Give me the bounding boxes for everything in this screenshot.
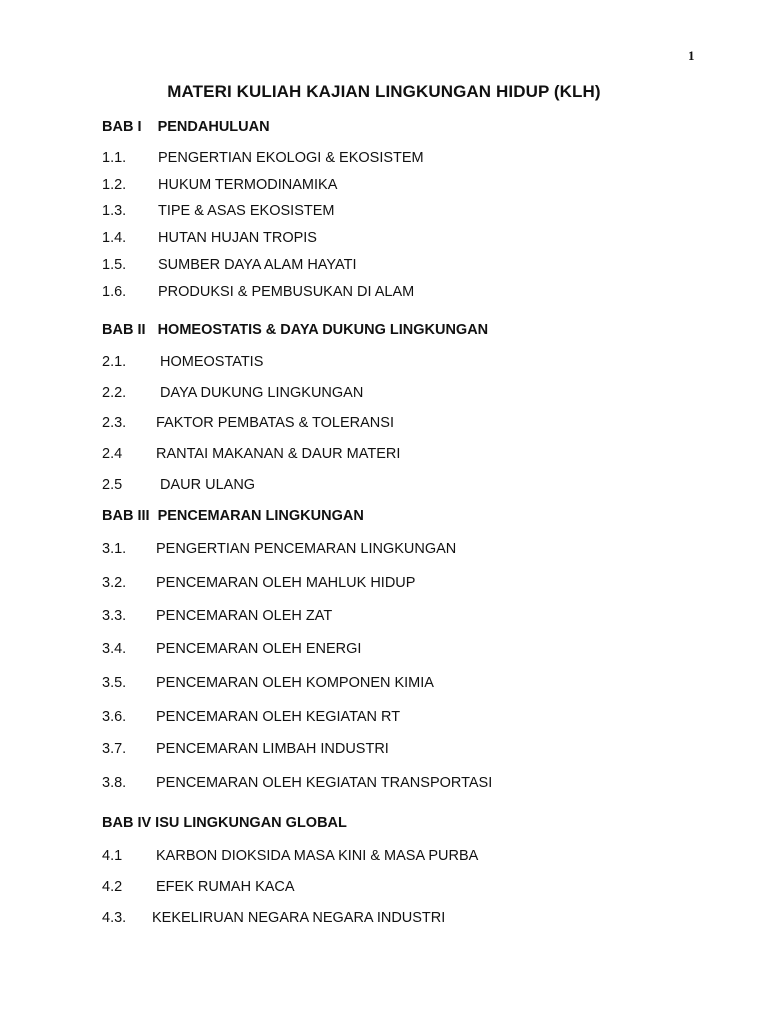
item-label: PENGERTIAN PENCEMARAN LINGKUNGAN	[156, 541, 457, 557]
item-number: 3.7.	[102, 741, 127, 757]
item-number: 1.6.	[102, 284, 127, 300]
item-label: KARBON DIOKSIDA MASA KINI & MASA PURBA	[156, 848, 479, 864]
item-label: PENCEMARAN OLEH ZAT	[156, 608, 333, 624]
item-label: RANTAI MAKANAN & DAUR MATERI	[156, 446, 401, 462]
item-number: 3.4.	[102, 641, 127, 657]
item-label: PENCEMARAN OLEH MAHLUK HIDUP	[156, 575, 416, 591]
chapter-heading-bab-i: BAB I PENDAHULUAN	[102, 119, 270, 135]
list-item	[102, 575, 416, 591]
list-item	[102, 354, 264, 370]
item-label: HOMEOSTATIS	[160, 354, 264, 370]
list-item	[102, 675, 434, 691]
item-number: 3.8.	[102, 775, 127, 791]
list-item	[102, 641, 362, 657]
list-item	[102, 910, 446, 926]
item-number: 4.1	[102, 848, 123, 864]
item-number: 3.3.	[102, 608, 127, 624]
chapter-heading-bab-ii: BAB II HOMEOSTATIS & DAYA DUKUNG LINGKUNGAN	[102, 322, 489, 338]
list-item	[102, 385, 364, 401]
item-number: 3.6.	[102, 709, 127, 725]
list-item	[102, 284, 415, 300]
item-number: 1.3.	[102, 203, 127, 219]
page-number: 1	[688, 48, 695, 63]
item-label: PENCEMARAN OLEH KEGIATAN RT	[156, 709, 401, 725]
item-number: 1.5.	[102, 257, 127, 273]
item-number: 2.5	[102, 477, 123, 493]
item-label: PRODUKSI & PEMBUSUKAN DI ALAM	[158, 284, 415, 300]
document-title: MATERI KULIAH KAJIAN LINGKUNGAN HIDUP (KLH)	[167, 82, 601, 101]
list-item	[102, 848, 479, 864]
item-number: 2.4	[102, 446, 123, 462]
list-item	[102, 415, 394, 431]
item-label: PENGERTIAN EKOLOGI & EKOSISTEM	[158, 150, 424, 166]
item-number: 3.1.	[102, 541, 127, 557]
item-number: 2.1.	[102, 354, 127, 370]
list-item	[102, 775, 493, 791]
list-item	[102, 477, 256, 493]
item-label: FAKTOR PEMBATAS & TOLERANSI	[156, 415, 394, 431]
item-label: DAYA DUKUNG LINGKUNGAN	[160, 385, 364, 401]
list-item	[102, 257, 357, 273]
item-number: 2.3.	[102, 415, 127, 431]
item-label: PENCEMARAN OLEH KOMPONEN KIMIA	[156, 675, 434, 691]
list-item	[102, 446, 401, 462]
list-item	[102, 879, 295, 895]
chapter-heading-bab-iii: BAB III PENCEMARAN LINGKUNGAN	[102, 508, 364, 524]
item-label: KEKELIRUAN NEGARA NEGARA INDUSTRI	[152, 910, 446, 926]
item-number: 4.3.	[102, 910, 127, 926]
item-number: 1.4.	[102, 230, 127, 246]
list-item	[102, 230, 317, 246]
list-item	[102, 741, 389, 757]
list-item	[102, 150, 424, 166]
item-label: DAUR ULANG	[160, 477, 256, 493]
item-number: 3.5.	[102, 675, 127, 691]
item-label: HUTAN HUJAN TROPIS	[158, 230, 317, 246]
item-number: 4.2	[102, 879, 123, 895]
item-label: EFEK RUMAH KACA	[156, 879, 295, 895]
item-label: PENCEMARAN OLEH KEGIATAN TRANSPORTASI	[156, 775, 493, 791]
item-label: PENCEMARAN OLEH ENERGI	[156, 641, 362, 657]
item-number: 2.2.	[102, 385, 127, 401]
list-item	[102, 541, 457, 557]
item-number: 3.2.	[102, 575, 127, 591]
item-label: HUKUM TERMODINAMIKA	[158, 177, 338, 193]
list-item	[102, 177, 338, 193]
chapter-heading-bab-iv: BAB IV ISU LINGKUNGAN GLOBAL	[102, 815, 347, 831]
item-label: SUMBER DAYA ALAM HAYATI	[158, 257, 357, 273]
list-item	[102, 203, 335, 219]
item-number: 1.2.	[102, 177, 127, 193]
list-item	[102, 608, 333, 624]
item-label: TIPE & ASAS EKOSISTEM	[158, 203, 335, 219]
item-label: PENCEMARAN LIMBAH INDUSTRI	[156, 741, 389, 757]
list-item	[102, 709, 401, 725]
item-number: 1.1.	[102, 150, 127, 166]
